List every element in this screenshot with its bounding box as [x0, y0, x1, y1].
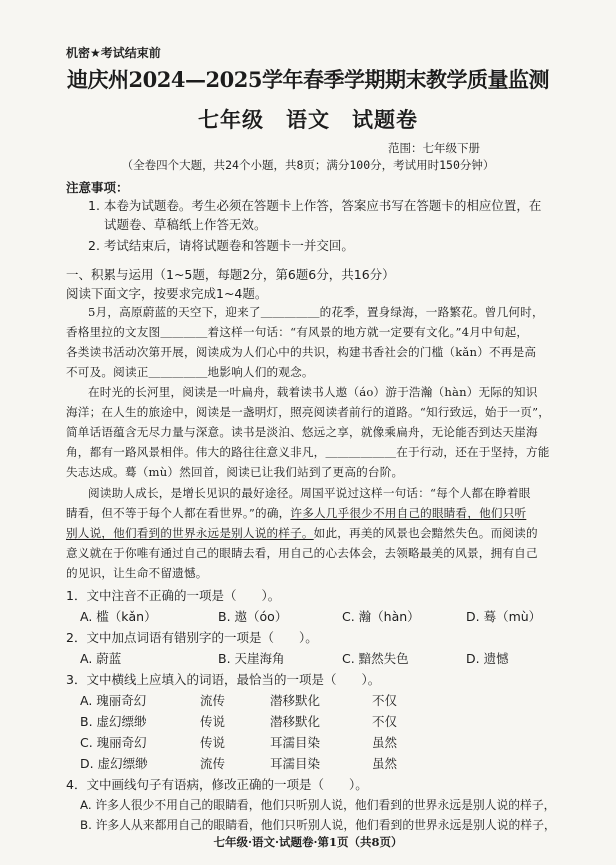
passage-line: 不可及。阅读正＿＿＿＿＿地影响人们的观念。 — [66, 365, 314, 379]
exam-info: （全卷四个大题，共24个小题，共8页；满分100分，考试用时150分钟） — [121, 158, 495, 172]
question-3-option-a: A. 瑰丽奇幻 — [80, 693, 147, 708]
confidential-label: 机密★考试结束前 — [66, 46, 161, 60]
question-3-cell: 不仅 — [372, 714, 398, 729]
passage-text: 睛看，但不等于每个人都在看世界。”的确， — [66, 506, 291, 520]
question-1-option-b: B. 遨（óo） — [218, 609, 288, 624]
page-footer: 七年级·语文·试题卷·第1页（共8页） — [213, 835, 403, 849]
question-3-cell: 虽然 — [372, 735, 398, 750]
question-2-stem: 2．文中加点词语有错别字的一项是（ ）。 — [66, 630, 318, 645]
question-4-stem: 4．文中画线句子有语病，修改正确的一项是（ ）。 — [66, 777, 368, 792]
question-3-cell: 流传 — [200, 693, 226, 708]
passage-line: 简单话语蕴含无尽力量与深意。读书是淡泊、悠远之享，就像乘扁舟，无论能否到达天崖海 — [66, 425, 538, 439]
passage-line: 各类读书活动次第开展，阅读成为人们心中的共识，构建书香社会的门槛（kǎn）不再是高 — [66, 345, 537, 359]
question-1-option-c: C. 瀚（hàn） — [342, 609, 420, 624]
question-1-stem: 1．文中注音不正确的一项是（ ）。 — [66, 588, 281, 603]
section-prompt: 阅读下面文字，按要求完成1~4题。 — [66, 286, 268, 301]
question-2-option-a: A. 蔚蓝 — [80, 651, 122, 666]
exam-subtitle: 七年级 语文 试题卷 — [198, 107, 418, 132]
passage-line: 失志达成。蓦（mù）然回首，阅读已让我们站到了更高的台阶。 — [66, 465, 404, 479]
notice-item-1: 1. 本卷为试题卷。考生必须在答题卡上作答，答案应书写在答题卡的相应位置，在 — [88, 198, 542, 213]
passage-line: 香格里拉的文友图＿＿＿＿着这样一句话：“有风景的地方就一定要有文化。”4月中旬起， — [66, 325, 529, 339]
question-1-option-a: A. 槛（kǎn） — [80, 609, 157, 624]
question-3-cell: 流传 — [200, 756, 226, 771]
question-4-option-a: A. 许多人很少不用自己的眼睛看，他们只听别人说，他们看到的世界永远是别人说的样子， — [80, 798, 556, 812]
passage-line — [66, 505, 526, 521]
question-2-option-c: C. 黯然失色 — [342, 651, 409, 666]
passage-line: 5月，高原蔚蓝的天空下，迎来了＿＿＿＿＿的花季，置身绿海，一路繁花。曾几何时， — [88, 305, 544, 319]
passage-line — [66, 525, 538, 541]
question-3-option-c: C. 瑰丽奇幻 — [80, 735, 147, 750]
question-3-cell: 虽然 — [372, 756, 398, 771]
exam-title: 迪庆州2024—2025学年春季学期期末教学质量监测 — [67, 67, 549, 92]
passage-line: 在时光的长河里，阅读是一叶扁舟，载着读书人遨（áo）游于浩瀚（hàn）无际的知识 — [88, 385, 538, 399]
notice-heading: 注意事项： — [66, 180, 129, 195]
question-2-option-b: B. 天崖海角 — [218, 651, 285, 666]
question-3-cell: 耳濡目染 — [270, 735, 321, 750]
question-3-option-b: B. 虚幻缥缈 — [80, 714, 147, 729]
question-3-cell: 耳濡目染 — [270, 756, 321, 771]
question-3-cell: 传说 — [200, 735, 226, 750]
passage-line: 海洋；在人生的旅途中，阅读是一盏明灯，照亮阅读者前行的道路。“知行致远，始于一页”， — [66, 405, 551, 419]
question-3-cell: 传说 — [200, 714, 226, 729]
passage-line: 意义就在于你唯有通过自己的眼睛去看，用自己的心去体会，去领略最美的风景，拥有自己 — [66, 546, 538, 560]
question-3-option-d: D. 虚幻缥缈 — [80, 756, 148, 771]
question-2-option-d: D. 遗憾 — [466, 651, 509, 666]
question-4-option-b: B. 许多人从来都用自己的眼睛看，他们只听别人说，他们看到的世界永远是别人说的样子， — [80, 818, 556, 832]
passage-line: 阅读助人成长，是增长见识的最好途径。周国平说过这样一句话：“每个人都在睁着眼 — [88, 486, 531, 500]
notice-item-2: 2. 考试结束后，请将试题卷和答题卡一并交回。 — [88, 238, 354, 253]
question-1-option-d: D. 蓦（mù） — [466, 609, 542, 624]
question-3-cell: 潜移默化 — [270, 693, 321, 708]
question-3-cell: 潜移默化 — [270, 714, 321, 729]
question-3-cell: 不仅 — [372, 693, 398, 708]
underlined-sentence: 别人说，他们看到的世界永远是别人说的样子。 — [66, 526, 314, 540]
exam-scope: 范围：七年级下册 — [388, 141, 480, 155]
notice-item-1-cont: 试题卷、草稿纸上作答无效。 — [104, 217, 267, 232]
question-3-stem: 3．文中横线上应填入的词语，最恰当的一项是（ ）。 — [66, 672, 381, 687]
passage-line: 的见识，让生命不留遗憾。 — [66, 566, 208, 580]
underlined-sentence: 许多人几乎很少不用自己的眼睛看，他们只听 — [290, 506, 527, 520]
passage-text: 如此，再美的风景也会黯然失色。而阅读的 — [313, 526, 538, 540]
section-title: 一、积累与运用（1~5题，每题2分，第6题6分，共16分） — [66, 267, 395, 282]
passage-line: 角，都有一路风景相伴。伟大的路往往意义非凡，＿＿＿＿＿＿在于行动，还在于坚持，方能 — [66, 445, 550, 459]
